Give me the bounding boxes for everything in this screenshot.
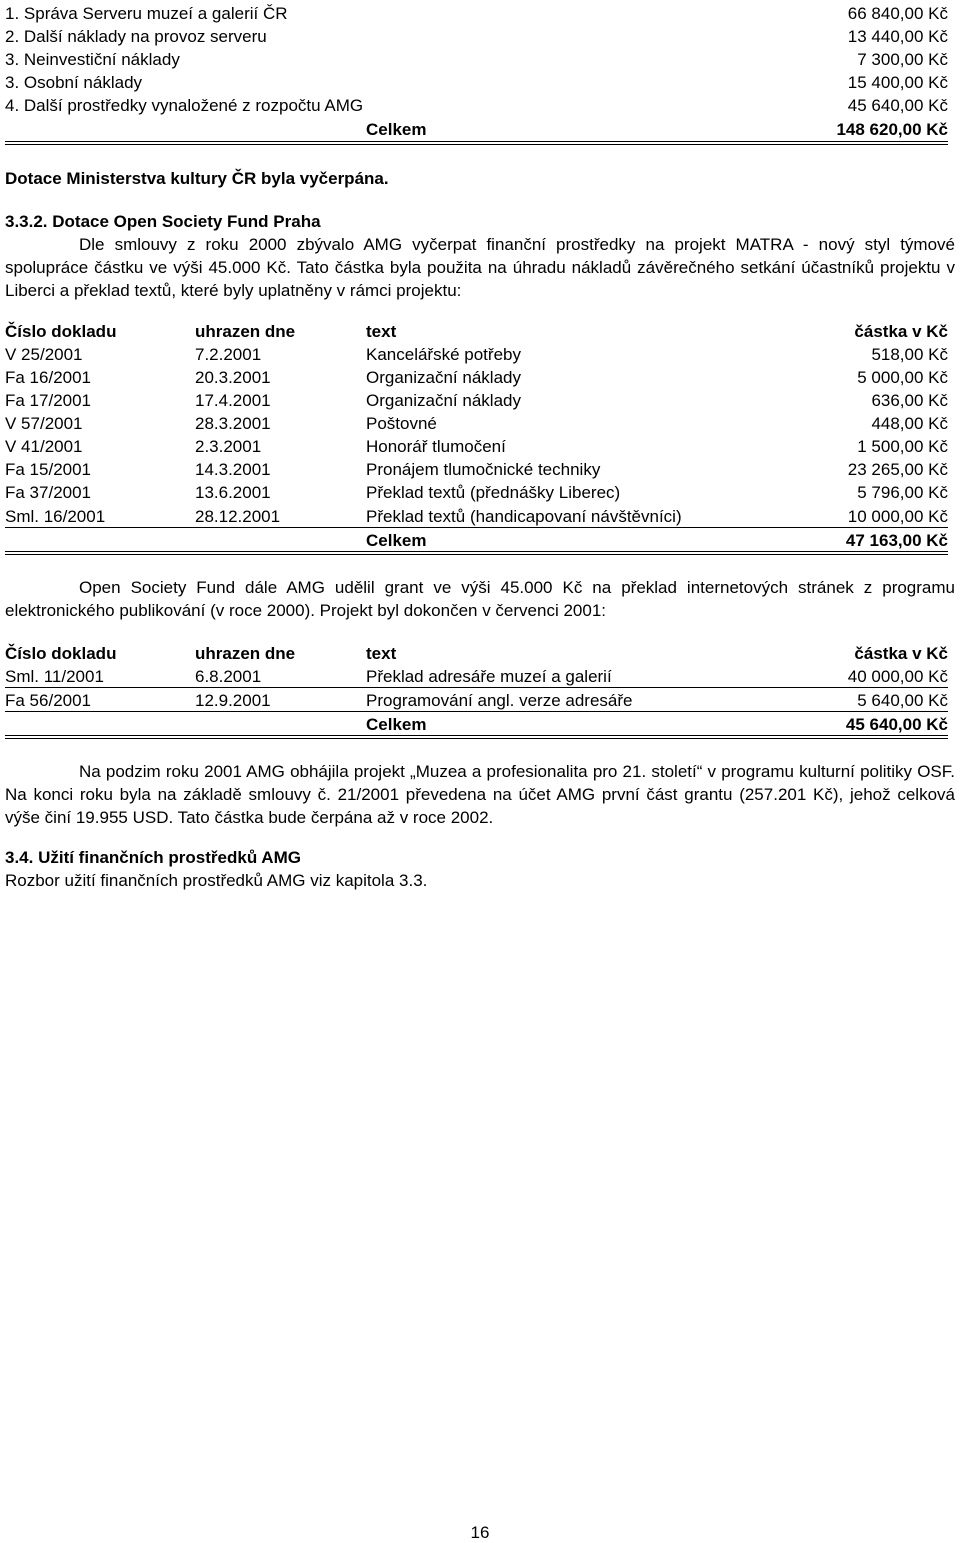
list-item bbox=[5, 48, 948, 71]
ministry-note bbox=[5, 167, 948, 190]
header-text: text bbox=[366, 644, 397, 663]
table-row bbox=[5, 366, 948, 389]
cell-date: 12.9.2001 bbox=[195, 691, 271, 710]
cell-date: 28.12.2001 bbox=[195, 507, 281, 526]
cell-amount: 10 000,00 Kč bbox=[847, 507, 948, 526]
cell-date: 14.3.2001 bbox=[195, 460, 271, 479]
total-label: Celkem bbox=[366, 715, 427, 734]
cell-amount: 40 000,00 Kč bbox=[847, 667, 948, 686]
cell-amount: 518,00 Kč bbox=[871, 345, 948, 364]
cell-text: Kancelářské potřeby bbox=[366, 345, 521, 364]
header-paid-date: uhrazen dne bbox=[195, 322, 296, 341]
list-item bbox=[5, 25, 948, 48]
table-row bbox=[5, 689, 948, 712]
list-item-label: 3. Neinvestiční náklady bbox=[5, 50, 180, 69]
cell-date: 6.8.2001 bbox=[195, 667, 262, 686]
list-item-amount: 15 400,00 Kč bbox=[847, 73, 948, 92]
table-row bbox=[5, 665, 948, 688]
cell-doc-number: V 41/2001 bbox=[5, 437, 83, 456]
cell-date: 17.4.2001 bbox=[195, 391, 271, 410]
autumn-paragraph: Na podzim roku 2001 AMG obhájila projekt „Muzea a profesionalita pro 21. století“ v programu kulturní politiky OSF. Na konci roku byla na základě smlouvy č. 21/2001 převedena na účet AMG první část grantu (257.201 Kč), jehož celková výše činí 19.955 USD. Tato částka bude čerpána až v roce 2002. bbox=[5, 762, 955, 827]
cell-text: Organizační náklady bbox=[366, 391, 521, 410]
section-paragraph: Dle smlouvy z roku 2000 zbývalo AMG vyčerpat finanční prostředky na projekt MATRA - nový styl týmové spolupráce částku ve výši 45.000 Kč. Tato částka byla použita na úhradu nákladů závěrečného setkání účastníků projektu v Liberci a překlad textů, které byly uplatněny v rámci projektu: bbox=[5, 235, 955, 300]
header-text: text bbox=[366, 322, 397, 341]
divider bbox=[5, 735, 948, 736]
section-text bbox=[5, 869, 948, 892]
table-row bbox=[5, 505, 948, 528]
list-item-amount: 13 440,00 Kč bbox=[847, 27, 948, 46]
cell-doc-number: Sml. 16/2001 bbox=[5, 507, 106, 526]
cell-text: Pronájem tlumočnické techniky bbox=[366, 460, 601, 479]
cell-amount: 448,00 Kč bbox=[871, 414, 948, 433]
list-item-amount: 45 640,00 Kč bbox=[847, 96, 948, 115]
total-amount: 148 620,00 Kč bbox=[836, 120, 948, 139]
table-row bbox=[5, 389, 948, 412]
divider bbox=[5, 551, 948, 552]
list-item-label: 1. Správa Serveru muzeí a galerií ČR bbox=[5, 4, 288, 23]
list-total-row bbox=[5, 118, 948, 141]
cell-doc-number: Fa 37/2001 bbox=[5, 483, 92, 502]
list-item bbox=[5, 94, 948, 117]
total-amount: 47 163,00 Kč bbox=[845, 531, 948, 550]
header-doc-number: Číslo dokladu bbox=[5, 322, 117, 341]
table-total-row bbox=[5, 529, 948, 552]
list-item-label: 2. Další náklady na provoz serveru bbox=[5, 27, 267, 46]
page-number: 16 bbox=[470, 1523, 490, 1542]
total-amount: 45 640,00 Kč bbox=[845, 715, 948, 734]
ministry-note-text: Dotace Ministerstva kultury ČR byla vyčerpána. bbox=[5, 169, 389, 188]
cell-date: 20.3.2001 bbox=[195, 368, 271, 387]
cell-date: 28.3.2001 bbox=[195, 414, 271, 433]
cell-text: Organizační náklady bbox=[366, 368, 521, 387]
cell-doc-number: Fa 56/2001 bbox=[5, 691, 92, 710]
cell-date: 7.2.2001 bbox=[195, 345, 262, 364]
cell-text: Honorář tlumočení bbox=[366, 437, 506, 456]
cell-doc-number: Fa 16/2001 bbox=[5, 368, 92, 387]
list-item-amount: 66 840,00 Kč bbox=[847, 4, 948, 23]
list-item bbox=[5, 71, 948, 94]
section-heading-text: 3.3.2. Dotace Open Society Fund Praha bbox=[5, 212, 321, 231]
section-heading bbox=[5, 846, 948, 869]
cell-amount: 1 500,00 Kč bbox=[857, 437, 948, 456]
table-row bbox=[5, 412, 948, 435]
divider bbox=[5, 141, 948, 142]
cell-doc-number: Fa 17/2001 bbox=[5, 391, 92, 410]
total-label: Celkem bbox=[366, 120, 427, 139]
cell-doc-number: Fa 15/2001 bbox=[5, 460, 92, 479]
section-text-content: Rozbor užití finančních prostředků AMG viz kapitola 3.3. bbox=[5, 871, 428, 890]
table-row bbox=[5, 458, 948, 481]
cell-date: 2.3.2001 bbox=[195, 437, 262, 456]
cell-amount: 5 796,00 Kč bbox=[857, 483, 948, 502]
header-amount: částka v Kč bbox=[854, 644, 948, 663]
section-heading bbox=[5, 210, 948, 233]
header-amount: částka v Kč bbox=[854, 322, 948, 341]
cell-doc-number: V 25/2001 bbox=[5, 345, 83, 364]
divider bbox=[5, 554, 948, 555]
table-total-row bbox=[5, 713, 948, 736]
divider bbox=[5, 738, 948, 739]
cell-amount: 5 640,00 Kč bbox=[857, 691, 948, 710]
cell-text: Překlad adresáře muzeí a galerií bbox=[366, 667, 612, 686]
total-label: Celkem bbox=[366, 531, 427, 550]
cell-text: Poštovné bbox=[366, 414, 437, 433]
cell-amount: 636,00 Kč bbox=[871, 391, 948, 410]
list-item bbox=[5, 2, 948, 25]
divider bbox=[5, 144, 948, 145]
table-header bbox=[5, 320, 948, 343]
cell-date: 13.6.2001 bbox=[195, 483, 271, 502]
cell-amount: 5 000,00 Kč bbox=[857, 368, 948, 387]
list-item-label: 3. Osobní náklady bbox=[5, 73, 143, 92]
table-row bbox=[5, 435, 948, 458]
header-paid-date: uhrazen dne bbox=[195, 644, 296, 663]
list-item-amount: 7 300,00 Kč bbox=[857, 50, 948, 69]
table-header bbox=[5, 642, 948, 665]
divider bbox=[5, 711, 948, 712]
section-heading-text: 3.4. Užití finančních prostředků AMG bbox=[5, 848, 301, 867]
cell-amount: 23 265,00 Kč bbox=[847, 460, 948, 479]
divider bbox=[5, 527, 948, 528]
cell-text: Programování angl. verze adresáře bbox=[366, 691, 633, 710]
cell-text: Překlad textů (handicapovaní návštěvníci) bbox=[366, 507, 682, 526]
divider bbox=[5, 687, 948, 688]
cell-doc-number: Sml. 11/2001 bbox=[5, 667, 104, 686]
table-row bbox=[5, 481, 948, 504]
cell-text: Překlad textů (přednášky Liberec) bbox=[366, 483, 621, 502]
cell-doc-number: V 57/2001 bbox=[5, 414, 83, 433]
osf-paragraph: Open Society Fund dále AMG udělil grant ve výši 45.000 Kč na překlad internetových stránek z programu elektronického publikování (v roce 2000). Projekt byl dokončen v červenci 2001: bbox=[5, 578, 955, 620]
table-row bbox=[5, 343, 948, 366]
list-item-label: 4. Další prostředky vynaložené z rozpočtu AMG bbox=[5, 96, 364, 115]
header-doc-number: Číslo dokladu bbox=[5, 644, 117, 663]
